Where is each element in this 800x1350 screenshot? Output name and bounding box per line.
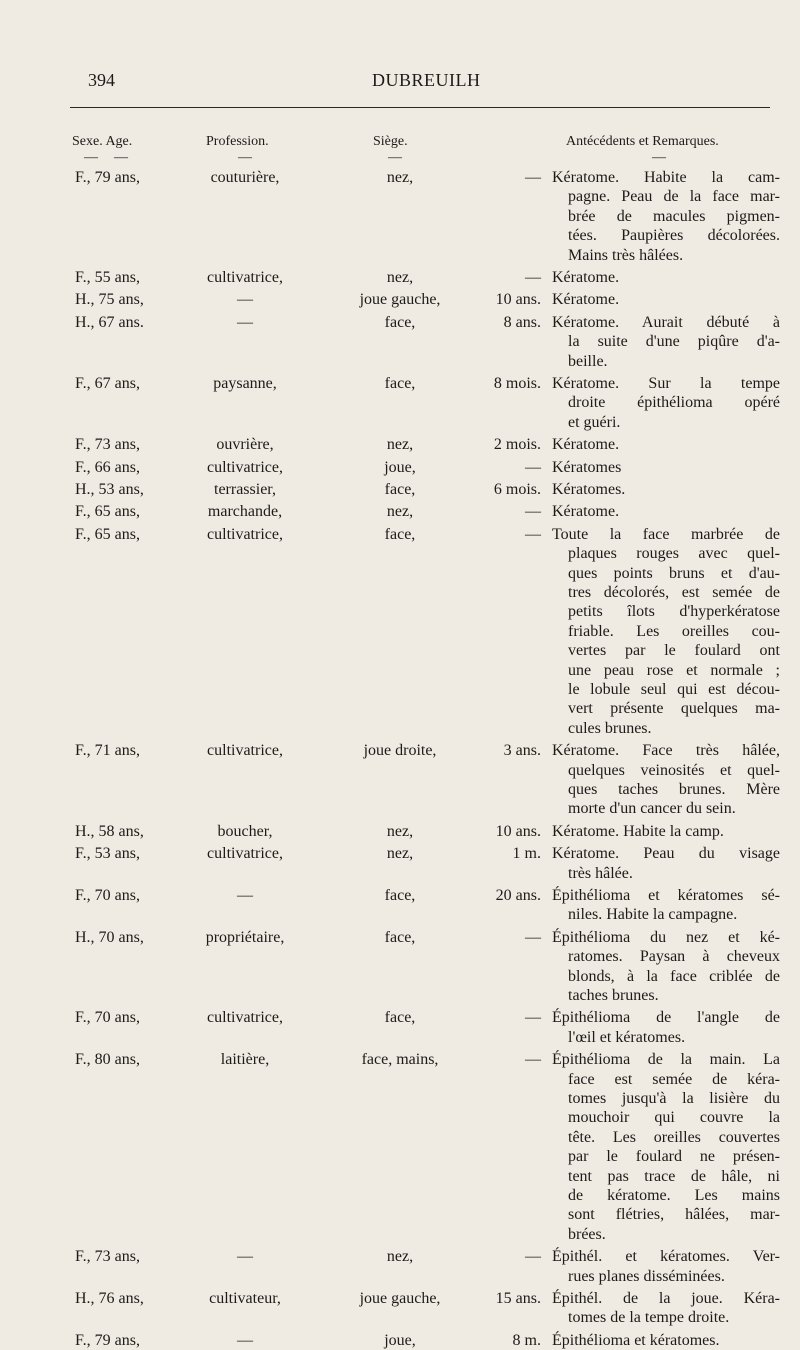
siege-cell: face, mains,	[361, 1051, 439, 1069]
remarques-cell	[552, 480, 780, 499]
remarques-cell	[552, 928, 780, 1006]
sexe-age-cell: H., 67 ans.	[75, 313, 144, 331]
remarques-line: Kératome. Sur la tempe	[552, 375, 780, 392]
remarques-line: tête. Les oreilles couvertes	[568, 1128, 780, 1146]
remarques-cell	[552, 435, 780, 454]
remarques-line: plaques rouges avec quel-	[568, 545, 780, 563]
siege-cell: nez,	[386, 269, 414, 286]
remarques-cell	[552, 313, 780, 371]
remarques-line: Épithélioma de l'angle de	[552, 1009, 780, 1027]
remarques-line: tées. Paupières décolorées.	[568, 227, 780, 245]
remarques-line: tomes jusqu'à la lisière du	[568, 1089, 780, 1107]
remarques-line: beille.	[568, 352, 608, 370]
sexe-age-cell: F., 70 ans,	[75, 887, 140, 904]
remarques-cell	[552, 1331, 780, 1350]
duree-cell: —	[525, 928, 541, 946]
remarques-line: ques points bruns et d'au-	[568, 564, 780, 582]
duree-cell: —	[525, 169, 541, 186]
remarques-line: et guéri.	[568, 413, 621, 431]
sexe-age-cell: F., 65 ans,	[75, 525, 140, 543]
duree-cell: 2 mois.	[493, 436, 541, 454]
remarques-line: vert présente quelques ma-	[568, 700, 780, 718]
remarques-cell	[552, 290, 780, 309]
profession-cell: cultivatrice,	[207, 1009, 283, 1027]
remarques-cell	[552, 502, 780, 521]
remarques-line: brée de macules pigmen-	[568, 207, 780, 225]
sexe-age-cell: F., 73 ans,	[75, 436, 140, 454]
profession-cell: cultivatrice,	[207, 458, 283, 476]
remarques-line: quelques veinosités et quel-	[568, 761, 780, 779]
remarques-line: Épithélioma et kératomes sé-	[552, 887, 780, 904]
siege-cell: face,	[384, 887, 416, 904]
siege-cell: joue,	[384, 458, 416, 476]
sexe-age-cell: F., 71 ans,	[75, 742, 140, 760]
remarques-line: mouchoir qui couvre la	[568, 1109, 780, 1127]
duree-cell: 20 ans.	[495, 887, 541, 904]
remarques-line: brées.	[568, 1225, 606, 1243]
remarques-line: friable. Les oreilles cou-	[568, 622, 780, 640]
profession-cell: couturière,	[210, 169, 280, 186]
column-rule-sexe: —	[84, 150, 98, 165]
remarques-line: le lobule seul qui est décou-	[568, 680, 780, 698]
remarques-cell	[552, 886, 780, 925]
remarques-cell	[552, 822, 780, 841]
remarques-line: niles. Habite la campagne.	[568, 906, 738, 924]
remarques-line: Kératomes.	[552, 481, 626, 498]
profession-cell: marchande,	[207, 503, 283, 521]
profession-cell: laitière,	[220, 1051, 270, 1069]
remarques-line: la suite d'une piqûre d'a-	[568, 333, 780, 351]
remarques-cell	[552, 1247, 780, 1286]
sexe-age-cell: F., 55 ans,	[75, 269, 140, 286]
remarques-cell	[552, 844, 780, 883]
sexe-age-cell: F., 79 ans,	[75, 1331, 140, 1349]
siege-cell: joue,	[384, 1331, 416, 1349]
remarques-line: tent pas trace de hâle, ni	[568, 1167, 780, 1185]
remarques-line: morte d'un cancer du sein.	[568, 800, 736, 818]
duree-cell: 10 ans.	[495, 822, 541, 840]
column-rule-remarques: —	[652, 150, 666, 165]
profession-cell: cultivatrice,	[207, 845, 283, 863]
column-header-profession: Profession.	[206, 134, 269, 149]
header-rule	[70, 107, 770, 108]
profession-cell: —	[237, 1331, 253, 1349]
siege-cell: face,	[384, 928, 416, 946]
sexe-age-cell: F., 66 ans,	[75, 458, 140, 476]
remarques-line: tres décolorés, est semée de	[568, 583, 780, 601]
profession-cell: paysanne,	[213, 375, 277, 392]
page-number: 394	[88, 70, 115, 90]
remarques-line: Épithél. et kératomes. Ver-	[552, 1248, 780, 1266]
siege-cell: joue gauche,	[359, 291, 441, 309]
remarques-line: vertes par le foulard ont	[568, 642, 780, 660]
duree-cell: 8 m.	[512, 1331, 541, 1349]
duree-cell: 8 ans.	[503, 313, 541, 331]
remarques-line: Kératome. Habite la cam-	[552, 169, 780, 186]
sexe-age-cell: F., 67 ans,	[75, 375, 140, 392]
remarques-line: taches brunes.	[568, 986, 659, 1004]
sexe-age-cell: H., 76 ans,	[75, 1290, 144, 1307]
remarques-line: Kératome.	[552, 291, 620, 309]
remarques-line: Kératome.	[552, 436, 620, 454]
remarques-line: Kératomes	[552, 458, 622, 476]
column-rule-siege: —	[388, 150, 402, 165]
remarques-line: Épithél. de la joue. Kéra-	[552, 1290, 780, 1307]
sexe-age-cell: F., 79 ans,	[75, 169, 140, 186]
siege-cell: joue droite,	[363, 742, 437, 760]
column-header-siege: Siège.	[373, 134, 408, 149]
column-rule-age: —	[114, 150, 128, 165]
remarques-line: Épithélioma et kératomes.	[552, 1331, 720, 1349]
remarques-line: Toute la face marbrée de	[552, 525, 780, 543]
remarques-line: Kératome. Face très hâlée,	[552, 742, 780, 760]
remarques-line: sont flétries, hâlées, mar-	[568, 1206, 780, 1224]
siege-cell: face,	[384, 481, 416, 498]
duree-cell: 15 ans.	[495, 1290, 541, 1307]
duree-cell: —	[525, 1248, 541, 1266]
siege-cell: nez,	[386, 822, 414, 840]
remarques-line: petits îlots d'hyperkératose	[568, 603, 780, 621]
remarques-line: Kératome.	[552, 503, 620, 521]
duree-cell: 8 mois.	[493, 375, 541, 392]
remarques-cell	[552, 374, 780, 432]
siege-cell: joue gauche,	[359, 1290, 441, 1307]
siege-cell: nez,	[386, 1248, 414, 1266]
siege-cell: nez,	[386, 169, 414, 186]
remarques-line: Kératome. Peau du visage	[552, 845, 780, 863]
remarques-line: Kératome. Aurait débuté à	[552, 313, 780, 331]
duree-cell: 10 ans.	[495, 291, 541, 309]
column-header-remarques: Antécédents et Remarques.	[566, 134, 719, 149]
profession-cell: cultivateur,	[209, 1290, 281, 1307]
sexe-age-cell: H., 75 ans,	[75, 291, 144, 309]
remarques-line: Kératome. Habite la camp.	[552, 822, 724, 840]
profession-cell: cultivatrice,	[207, 742, 283, 760]
remarques-line: Mains très hâlées.	[568, 246, 684, 264]
remarques-cell	[552, 525, 780, 738]
remarques-cell	[552, 168, 780, 265]
remarques-line: blonds, à la face criblée de	[568, 967, 780, 985]
remarques-line: Épithélioma de la main. La	[552, 1051, 780, 1069]
siege-cell: nez,	[386, 503, 414, 521]
profession-cell: —	[237, 887, 253, 904]
profession-cell: —	[237, 313, 253, 331]
profession-cell: cultivatrice,	[207, 269, 283, 286]
siege-cell: face,	[384, 1009, 416, 1027]
sexe-age-cell: H., 58 ans,	[75, 822, 144, 840]
remarques-line: Kératome.	[552, 269, 620, 286]
profession-cell: —	[237, 1248, 253, 1266]
remarques-line: par le foulard ne présen-	[568, 1148, 780, 1166]
profession-cell: boucher,	[217, 822, 273, 840]
sexe-age-cell: F., 70 ans,	[75, 1009, 140, 1027]
remarques-line: tomes de la tempe droite.	[568, 1309, 730, 1327]
duree-cell: —	[525, 269, 541, 286]
remarques-cell	[552, 1050, 780, 1244]
remarques-line: de kératome. Les mains	[568, 1186, 780, 1204]
sexe-age-cell: F., 73 ans,	[75, 1248, 140, 1266]
sexe-age-cell: H., 70 ans,	[75, 928, 144, 946]
siege-cell: nez,	[386, 845, 414, 863]
remarques-line: rues planes disséminées.	[568, 1267, 725, 1285]
profession-cell: —	[237, 291, 253, 309]
running-title: DUBREUILH	[372, 70, 481, 90]
duree-cell: —	[525, 1051, 541, 1069]
remarques-line: très hâlée.	[568, 864, 633, 882]
page-header	[0, 70, 800, 94]
profession-cell: cultivatrice,	[207, 525, 283, 543]
remarques-cell	[552, 741, 780, 819]
remarques-line: face est semée de kéra-	[568, 1070, 780, 1088]
siege-cell: nez,	[386, 436, 414, 454]
remarques-line: une peau rose et normale ;	[568, 661, 780, 679]
duree-cell: —	[525, 525, 541, 543]
remarques-cell	[552, 458, 780, 477]
remarques-line: ratomes. Paysan à cheveux	[568, 948, 780, 966]
profession-cell: terrassier,	[214, 481, 276, 498]
profession-cell: propriétaire,	[205, 928, 285, 946]
duree-cell: —	[525, 503, 541, 521]
remarques-line: ques taches brunes. Mère	[568, 780, 780, 798]
duree-cell: —	[525, 458, 541, 476]
duree-cell: 3 ans.	[503, 742, 541, 760]
remarques-line: Épithélioma du nez et ké-	[552, 928, 780, 946]
siege-cell: face,	[384, 313, 416, 331]
duree-cell: 6 mois.	[493, 481, 541, 498]
remarques-line: droite épithélioma opéré	[568, 394, 780, 412]
remarques-cell	[552, 1008, 780, 1047]
remarques-cell	[552, 268, 780, 287]
sexe-age-cell: F., 80 ans,	[75, 1051, 140, 1069]
remarques-line: pagne. Peau de la face mar-	[568, 188, 780, 206]
remarques-line: cules brunes.	[568, 719, 652, 737]
remarques-line: l'œil et kératomes.	[568, 1028, 686, 1046]
sexe-age-cell: F., 53 ans,	[75, 845, 140, 863]
column-rule-profession: —	[238, 150, 252, 165]
duree-cell: 1 m.	[512, 845, 541, 863]
duree-cell: —	[525, 1009, 541, 1027]
column-header-sexe-age: Sexe. Age.	[72, 134, 133, 149]
sexe-age-cell: F., 65 ans,	[75, 503, 140, 521]
siege-cell: face,	[384, 525, 416, 543]
profession-cell: ouvrière,	[216, 436, 274, 454]
sexe-age-cell: H., 53 ans,	[75, 481, 144, 498]
remarques-cell	[552, 1289, 780, 1328]
siege-cell: face,	[384, 375, 416, 392]
